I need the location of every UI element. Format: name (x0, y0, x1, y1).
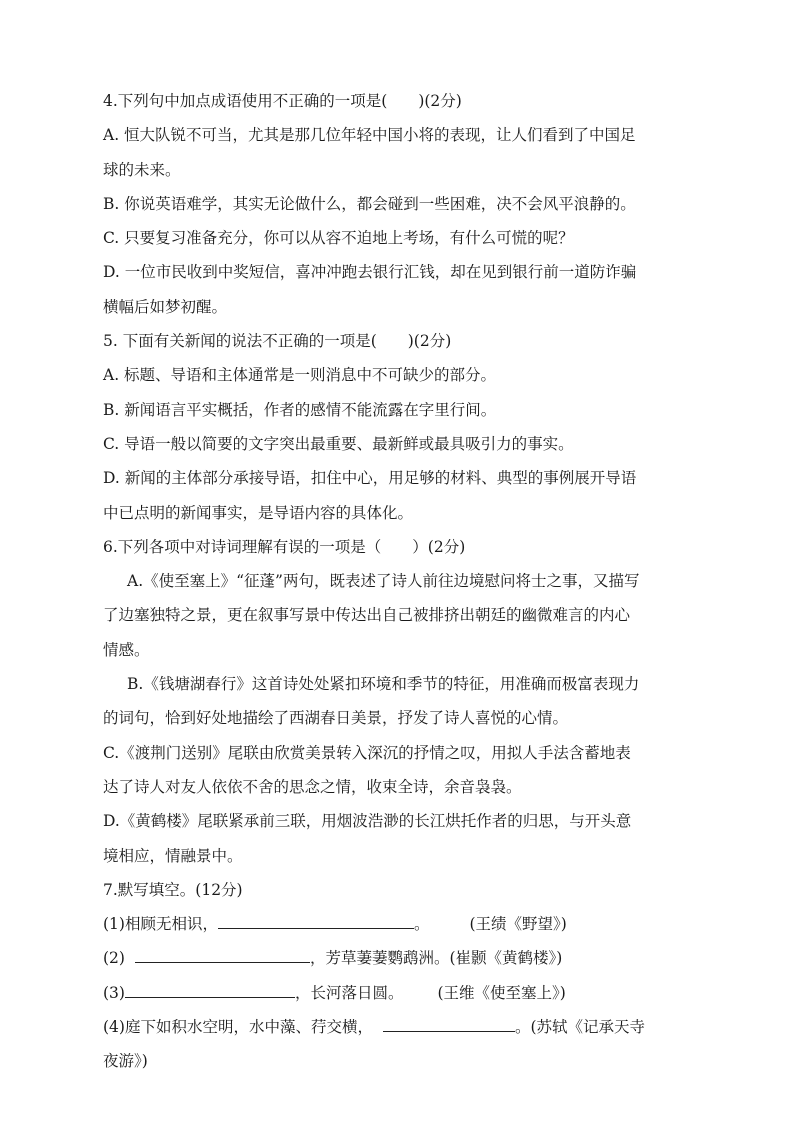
question-6-option-b: B.《钱塘湖春行》这首诗处处紧扣环境和季节的特征，用准确而极富表现力 (127, 675, 640, 694)
fill-item-3-prefix: (3) (103, 983, 125, 1002)
question-4-option-a: A. 恒大队锐不可当，尤其是那几位年轻中国小将的表现，让人们看到了中国足 (103, 126, 636, 145)
question-6-option-c-cont: 达了诗人对友人依依不舍的思念之情，收束全诗，余音袅袅。 (103, 777, 522, 796)
question-5-option-c: C. 导语一般以简要的文字突出最重要、最新鲜或最具吸引力的事实。 (103, 434, 574, 453)
fill-item-4-prefix: (4)庭下如积水空明，水中藻、荇交横， (103, 1018, 373, 1037)
question-5-title: 5. 下面有关新闻的说法不正确的一项是( )(2分) (103, 332, 452, 351)
question-4-option-d: D. 一位市民收到中奖短信，喜冲冲跑去银行汇钱，却在见到银行前一道防诈骗 (103, 263, 637, 282)
question-6-option-b-cont: 的词句，恰到好处地描绘了西湖春日美景，抒发了诗人喜悦的心情。 (103, 709, 569, 728)
question-4-option-b: B. 你说英语难学，其实无论做什么，都会碰到一些困难，决不会风平浪静的。 (103, 194, 636, 213)
question-5-option-d-cont: 中已点明的新闻事实，是导语内容的具体化。 (103, 503, 414, 522)
fill-blank-1[interactable] (218, 914, 414, 929)
fill-blank-4[interactable] (383, 1017, 515, 1032)
question-7-title: 7.默写填空。(12分) (103, 880, 243, 899)
question-6 (103, 530, 734, 873)
fill-item-2-prefix: (2) (103, 949, 125, 968)
fill-item-1-prefix: (1)相顾无相识， (103, 915, 218, 934)
fill-blank-3[interactable] (125, 983, 295, 998)
question-5 (103, 324, 734, 530)
question-6-option-a: A.《使至塞上》“征蓬”两句，既表述了诗人前往边境慰问将士之事，又描写 (127, 572, 640, 591)
question-4-title: 4.下列句中加点成语使用不正确的一项是( )(2分) (103, 92, 462, 110)
fill-item-1-suffix: 。 (413, 915, 430, 934)
question-5-option-b: B. 新闻语言平实概括，作者的感情不能流露在字里行间。 (103, 400, 497, 419)
fill-item-4-cont: 夜游》) (103, 1052, 148, 1071)
fill-item-3 (103, 976, 734, 1010)
fill-blank-2[interactable] (135, 948, 310, 963)
fill-item-1 (103, 907, 734, 941)
question-4-option-a-cont: 球的未来。 (103, 160, 181, 179)
question-7 (103, 873, 734, 1079)
fill-item-1-source: (王绩《野望》) (469, 915, 567, 934)
question-5-option-d: D. 新闻的主体部分承接导语，扣住中心，用足够的材料、典型的事例展开导语 (103, 469, 637, 488)
question-6-option-d-cont: 境相应，情融景中。 (103, 846, 243, 865)
question-4-option-c: C. 只要复习准备充分，你可以从容不迫地上考场，有什么可慌的呢？ (103, 229, 574, 248)
question-6-option-d: D.《黄鹤楼》尾联紧承前三联，用烟波浩渺的长江烘托作者的归思，与开头意 (103, 812, 632, 831)
question-4-option-d-cont: 横幅后如梦初醒。 (103, 297, 228, 316)
question-6-title: 6.下列各项中对诗词理解有误的一项是（ ）(2分) (103, 537, 466, 556)
fill-item-4 (103, 1010, 734, 1044)
question-6-option-c: C.《渡荆门送别》尾联由欣赏美景转入深沉的抒情之叹，用拟人手法含蓄地表 (103, 743, 631, 762)
fill-item-2 (103, 941, 734, 975)
fill-item-2-source: (崔颢《黄鹤楼》) (449, 949, 563, 968)
fill-item-3-source: (王维《使至塞上》) (437, 983, 566, 1002)
question-6-option-a-cont2: 情感。 (103, 640, 150, 659)
question-4 (103, 84, 734, 324)
fill-item-2-suffix: ，芳草萋萋鹦鹉洲。 (309, 949, 450, 968)
fill-item-4-suffix: 。(苏轼《记承天寺 (514, 1018, 646, 1037)
question-6-option-a-cont: 了边塞独特之景，更在叙事写景中传达出自己被排挤出朝廷的幽微难言的内心 (103, 606, 631, 625)
fill-item-3-suffix: ，长河落日圆。 (294, 983, 404, 1002)
question-5-option-a: A. 标题、导语和主体通常是一则消息中不可缺少的部分。 (103, 366, 497, 385)
